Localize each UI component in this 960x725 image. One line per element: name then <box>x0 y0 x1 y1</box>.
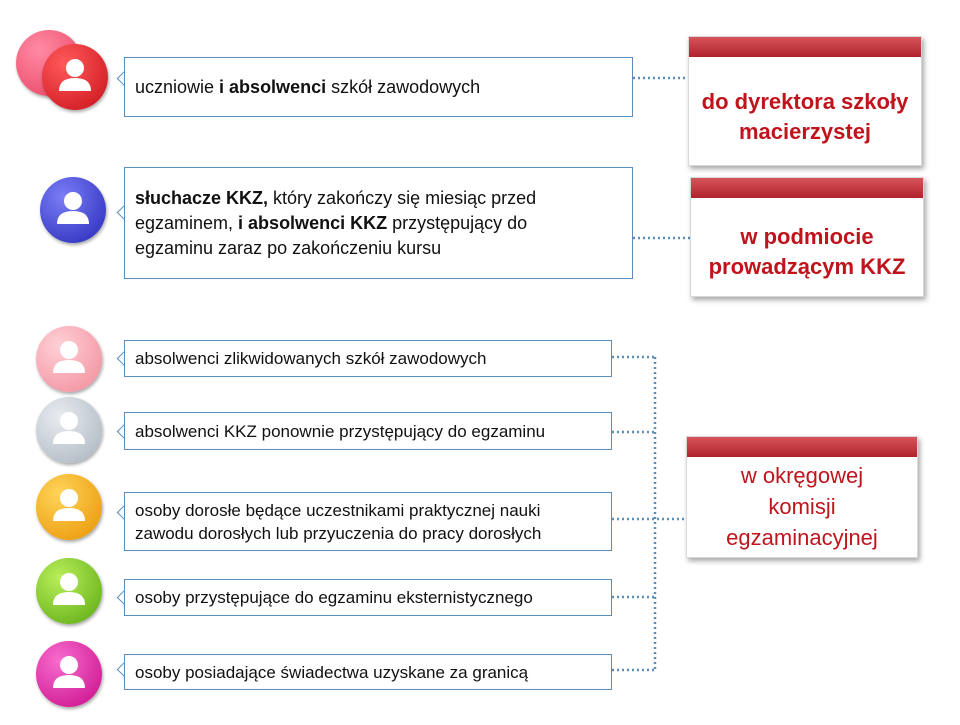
card-podmiot: w podmiocie prowadzącym KKZ <box>690 177 924 297</box>
person-icon <box>36 641 102 707</box>
person-icon <box>36 474 102 540</box>
r2-text: słuchacze KKZ, który zakończy się miesiąc przed egzaminem, i absolwenci KKZ przystępujący do egzaminu zaraz po zakończeniu kursu <box>135 187 537 258</box>
avatar <box>36 397 102 463</box>
avatar <box>42 44 108 110</box>
text-box-r6: osoby przystępujące do egzaminu eksternistycznego <box>124 579 612 616</box>
card-dyrektor: do dyrektora szkoły macierzystej <box>688 36 922 166</box>
text-box-r3: absolwenci zlikwidowanych szkół zawodowych <box>124 340 612 377</box>
avatar <box>36 474 102 540</box>
text-box-r1 <box>124 57 633 117</box>
person-icon <box>42 44 108 110</box>
person-icon <box>36 558 102 624</box>
person-icon <box>40 177 106 243</box>
person-icon <box>36 326 102 392</box>
text-box-r4: absolwenci KKZ ponownie przystępujący do egzaminu <box>124 412 612 450</box>
text-box-r7: osoby posiadające świadectwa uzyskane za granicą <box>124 654 612 690</box>
avatar <box>36 641 102 707</box>
card-oke: w okręgowej komisji egzaminacyjnej <box>686 436 918 558</box>
avatar <box>40 177 106 243</box>
r1-text: uczniowie i absolwenci szkół zawodowych <box>135 76 481 97</box>
person-icon <box>36 397 102 463</box>
avatar <box>36 326 102 392</box>
avatar <box>36 558 102 624</box>
text-box-r5: osoby dorosłe będące uczestnikami praktycznej nauki zawodu dorosłych lub przyuczenia do pracy dorosłych <box>124 492 612 551</box>
text-box-r2 <box>124 167 633 279</box>
